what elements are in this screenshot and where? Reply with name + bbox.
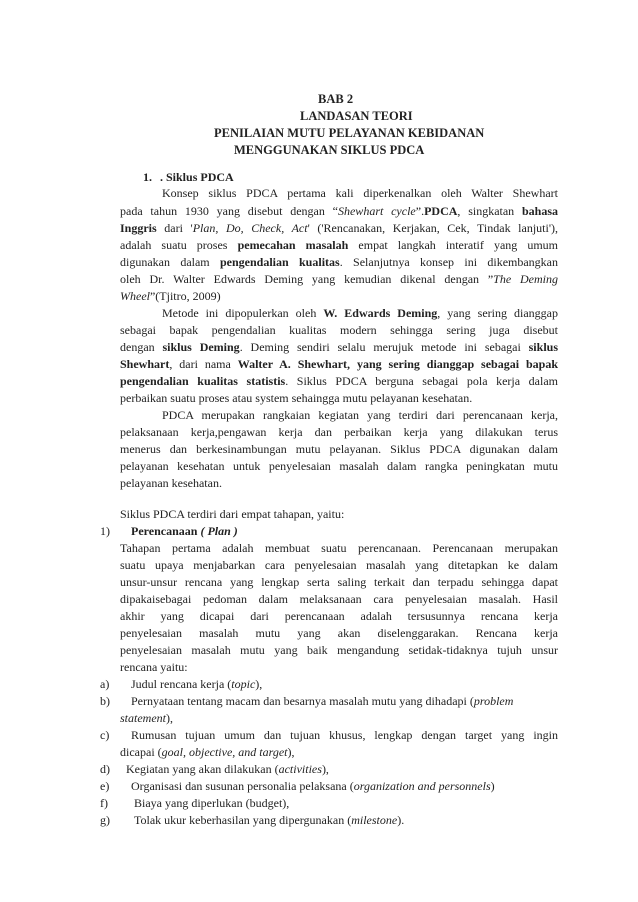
para3-line1: PDCA merupakan rangkaian kegiatan yang terdiri dari perencanaan kerja, (162, 408, 558, 422)
item-a-text: Judul rencana kerja (topic), (131, 677, 263, 691)
para1-line1: Konsep siklus PDCA pertama kali diperkenalkan oleh Walter Shewhart (162, 186, 558, 200)
item-f-label: f) (100, 796, 108, 810)
para4-line6: penyelesaian masalah mutu yang akan diselenggarakan. Rencana kerja (120, 626, 558, 640)
para3-line3: menerus dan berkesinambungan mutu pelayanan. Siklus PDCA digunakan dalam (120, 442, 558, 456)
para1-line5: digunakan dalam pengendalian kualitas. Selanjutnya konsep ini dikembangkan (120, 255, 559, 269)
item-g-label: g) (100, 813, 110, 827)
item-a-label: a) (100, 677, 110, 691)
para4-line7: penyelesaian masalah mutu yang baik mengandung setidak-tidaknya tujuh unsur (120, 643, 558, 657)
item-c-continuation: dicapai (goal, objective, and target), (120, 745, 295, 759)
chapter-title: LANDASAN TEORI (300, 109, 413, 123)
para3-line4: pelayanan kesehatan untuk penyelesaian masalah dalam rangka peningkatan mutu (120, 459, 558, 473)
item-b-label: b) (100, 694, 110, 708)
chapter-number: BAB 2 (318, 92, 354, 106)
chapter-subtitle-1: PENILAIAN MUTU PELAYANAN KEBIDANAN (214, 126, 485, 140)
para4-line1: Tahapan pertama adalah membuat suatu perencanaan. Perencanaan merupakan (120, 541, 558, 555)
item-d-text: Kegiatan yang akan dilakukan (activities), (126, 762, 329, 776)
para4-line4: dipakaisebagai pedoman dalam melaksanaan cara penyelesaian masalah. Hasil (120, 592, 558, 606)
para2-line1: Metode ini dipopulerkan oleh W. Edwards Deming, yang sering dianggap (162, 306, 558, 320)
item-b-text: Pernyataan tentang macam dan besarnya masalah mutu yang dihadapi (problem (131, 694, 514, 708)
stage1-title: Perencanaan ( Plan ) (131, 524, 238, 538)
item-e-text: Organisasi dan susunan personalia pelaksana (organization and personnels) (131, 779, 495, 793)
para4-line5: akhir yang dicapai dari perencanaan adalah tersusunnya rencana kerja (120, 609, 558, 623)
para1-line2: pada tahun 1930 yang disebut dengan “Shewhart cycle”.PDCA, singkatan bahasa (120, 204, 558, 218)
para3-line5: pelayanan kesehatan. (120, 476, 222, 490)
section-title: . Siklus PDCA (160, 170, 234, 184)
item-f-text: Biaya yang diperlukan (budget), (134, 796, 290, 810)
para4-line3: unsur-unsur rencana yang lengkap serta saling terkait dan terpadu sehingga dapat (120, 575, 558, 589)
item-g-text: Tolak ukur keberhasilan yang dipergunakan (milestone). (134, 813, 405, 827)
para2-line2: sebagai bapak pengendalian kualitas modern sehingga sering juga disebut (120, 323, 558, 337)
para1-line3: Inggris dari 'Plan, Do, Check, Act' ('Rencanakan, Kerjakan, Cek, Tindak lanjuti'), (120, 221, 558, 235)
section-number: 1. (143, 170, 152, 184)
stage1-number: 1) (100, 524, 110, 538)
para1-line4: adalah suatu proses pemecahan masalah empat langkah interatif yang umum (120, 238, 559, 252)
para1-line7: Wheel”(Tjitro, 2009) (120, 289, 221, 303)
stages-intro: Siklus PDCA terdiri dari empat tahapan, yaitu: (120, 507, 345, 521)
para1-line6: oleh Dr. Walter Edwards Deming yang kemudian dikenal dengan ”The Deming (120, 272, 558, 286)
para3-line2: pelaksanaan kerja,pengawan kerja dan perbaikan kerja yang dilakukan terus (120, 425, 558, 439)
item-d-label: d) (100, 762, 110, 776)
item-b-continuation: statement), (120, 711, 173, 725)
item-c-label: c) (100, 728, 110, 742)
para2-line5: pengendalian kualitas statistis. Siklus PDCA berguna sebagai pola kerja dalam (120, 374, 558, 388)
item-e-label: e) (100, 779, 110, 793)
para4-line8: rencana yaitu: (120, 660, 188, 674)
para2-line4: Shewhart, dari nama Walter A. Shewhart, yang sering dianggap sebagai bapak (120, 357, 558, 371)
chapter-subtitle-2: MENGGUNAKAN SIKLUS PDCA (234, 143, 425, 157)
item-c-text: Rumusan tujuan umum dan tujuan khusus, lengkap dengan target yang ingin (131, 728, 558, 742)
para2-line6: perbaikan suatu proses atau system sehaingga mutu pelayanan kesehatan. (120, 391, 473, 405)
para2-line3: dengan siklus Deming. Deming sendiri selalu merujuk metode ini sebagai siklus (120, 340, 558, 354)
para4-line2: suatu upaya menjabarkan cara penyelesaian masalah yang ditetapkan ke dalam (120, 558, 558, 572)
